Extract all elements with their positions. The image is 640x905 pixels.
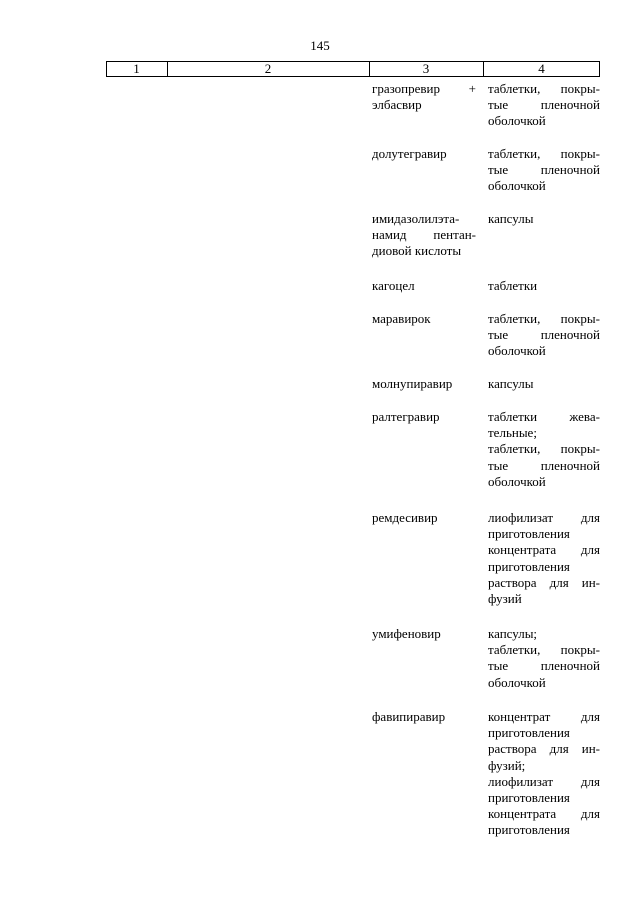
dosage-form-line: тые пленочной: [488, 162, 600, 178]
dosage-form-line: концентрат для: [488, 709, 600, 724]
drug-name: [372, 409, 476, 425]
dosage-form: [488, 376, 600, 392]
dosage-form-line: фузий: [488, 591, 522, 607]
dosage-form-line: оболочкой: [488, 113, 546, 129]
column-divider: [599, 62, 600, 76]
drug-name-line: намид пентан-: [372, 227, 476, 243]
drug-name-line: ремдесивир: [372, 510, 438, 525]
dosage-form-line: оболочкой: [488, 674, 546, 690]
header-col-4: 4: [538, 61, 545, 76]
dosage-form-line: приготовления: [488, 526, 570, 542]
dosage-form: [488, 709, 600, 839]
drug-name-line: маравирок: [372, 311, 431, 326]
dosage-form-line: раствора для ин-: [488, 574, 600, 590]
drug-name: [372, 510, 476, 526]
drug-name-line: элбасвир: [372, 97, 422, 113]
dosage-form: [488, 510, 600, 607]
drug-name-line: имидазолилэта-: [372, 211, 460, 226]
dosage-form-line: тые пленочной: [488, 327, 600, 343]
drug-name-line: молнупиравир: [372, 376, 453, 391]
dosage-form-line: капсулы;: [488, 626, 538, 641]
dosage-form-line: концентрата для: [488, 542, 600, 558]
dosage-form-line: приготовления: [488, 725, 570, 741]
dosage-form-line: оболочкой: [488, 473, 546, 489]
dosage-form: [488, 81, 600, 130]
drug-name-line: умифеновир: [372, 626, 441, 641]
dosage-form-line: приготовления: [488, 822, 570, 838]
dosage-form: [488, 311, 600, 360]
dosage-form-line: таблетки, покры-: [488, 642, 600, 658]
dosage-form-line: приготовления: [488, 558, 570, 574]
dosage-form-line: тые пленочной: [488, 97, 600, 113]
drug-name-line: фавипиравир: [372, 709, 446, 724]
page-number: 145: [310, 38, 330, 53]
dosage-form-line: оболочкой: [488, 343, 546, 359]
drug-name-line: ралтегравир: [372, 409, 440, 424]
dosage-form-line: тельные;: [488, 425, 537, 441]
dosage-form-line: капсулы: [488, 376, 534, 391]
drug-name-line: грaзопревир +: [372, 81, 476, 96]
drug-name: [372, 146, 476, 162]
header-col-2: 2: [264, 61, 272, 76]
dosage-form-line: лиофилизат для: [488, 773, 600, 789]
dosage-form: [488, 278, 600, 294]
drug-name: [372, 709, 476, 725]
dosage-form-line: таблетки, покры-: [488, 441, 600, 457]
dosage-form: [488, 211, 600, 227]
drug-name-line: долутегравир: [372, 146, 447, 161]
drug-name: [372, 278, 476, 294]
dosage-form-line: таблетки жева-: [488, 409, 600, 424]
dosage-form-line: фузий;: [488, 757, 526, 773]
header-col-3: 3: [422, 61, 430, 76]
dosage-form-line: таблетки, покры-: [488, 146, 600, 161]
drug-name: [372, 626, 476, 642]
dosage-form-line: лиофилизат для: [488, 510, 600, 525]
dosage-form-line: таблетки, покры-: [488, 81, 600, 96]
dosage-form-line: раствора для ин-: [488, 741, 600, 757]
drug-name-line: диовой кислоты: [372, 243, 462, 259]
drug-name: [372, 311, 476, 327]
dosage-form-line: таблетки, покры-: [488, 311, 600, 326]
dosage-form-line: тые пленочной: [488, 457, 600, 473]
dosage-form-line: капсулы: [488, 211, 534, 226]
drug-name: [372, 81, 476, 113]
header-col-1: 1: [133, 61, 140, 76]
table-header-row: [106, 61, 600, 77]
dosage-form-line: концентрата для: [488, 806, 600, 822]
dosage-form: [488, 146, 600, 195]
drug-name: [372, 211, 476, 260]
dosage-form-line: тые пленочной: [488, 658, 600, 674]
dosage-form-line: приготовления: [488, 790, 570, 806]
drug-name: [372, 376, 476, 392]
dosage-form: [488, 409, 600, 490]
dosage-form-line: таблетки: [488, 278, 538, 293]
drug-name-line: кагоцел: [372, 278, 415, 293]
dosage-form-line: оболочкой: [488, 178, 546, 194]
dosage-form: [488, 626, 600, 691]
